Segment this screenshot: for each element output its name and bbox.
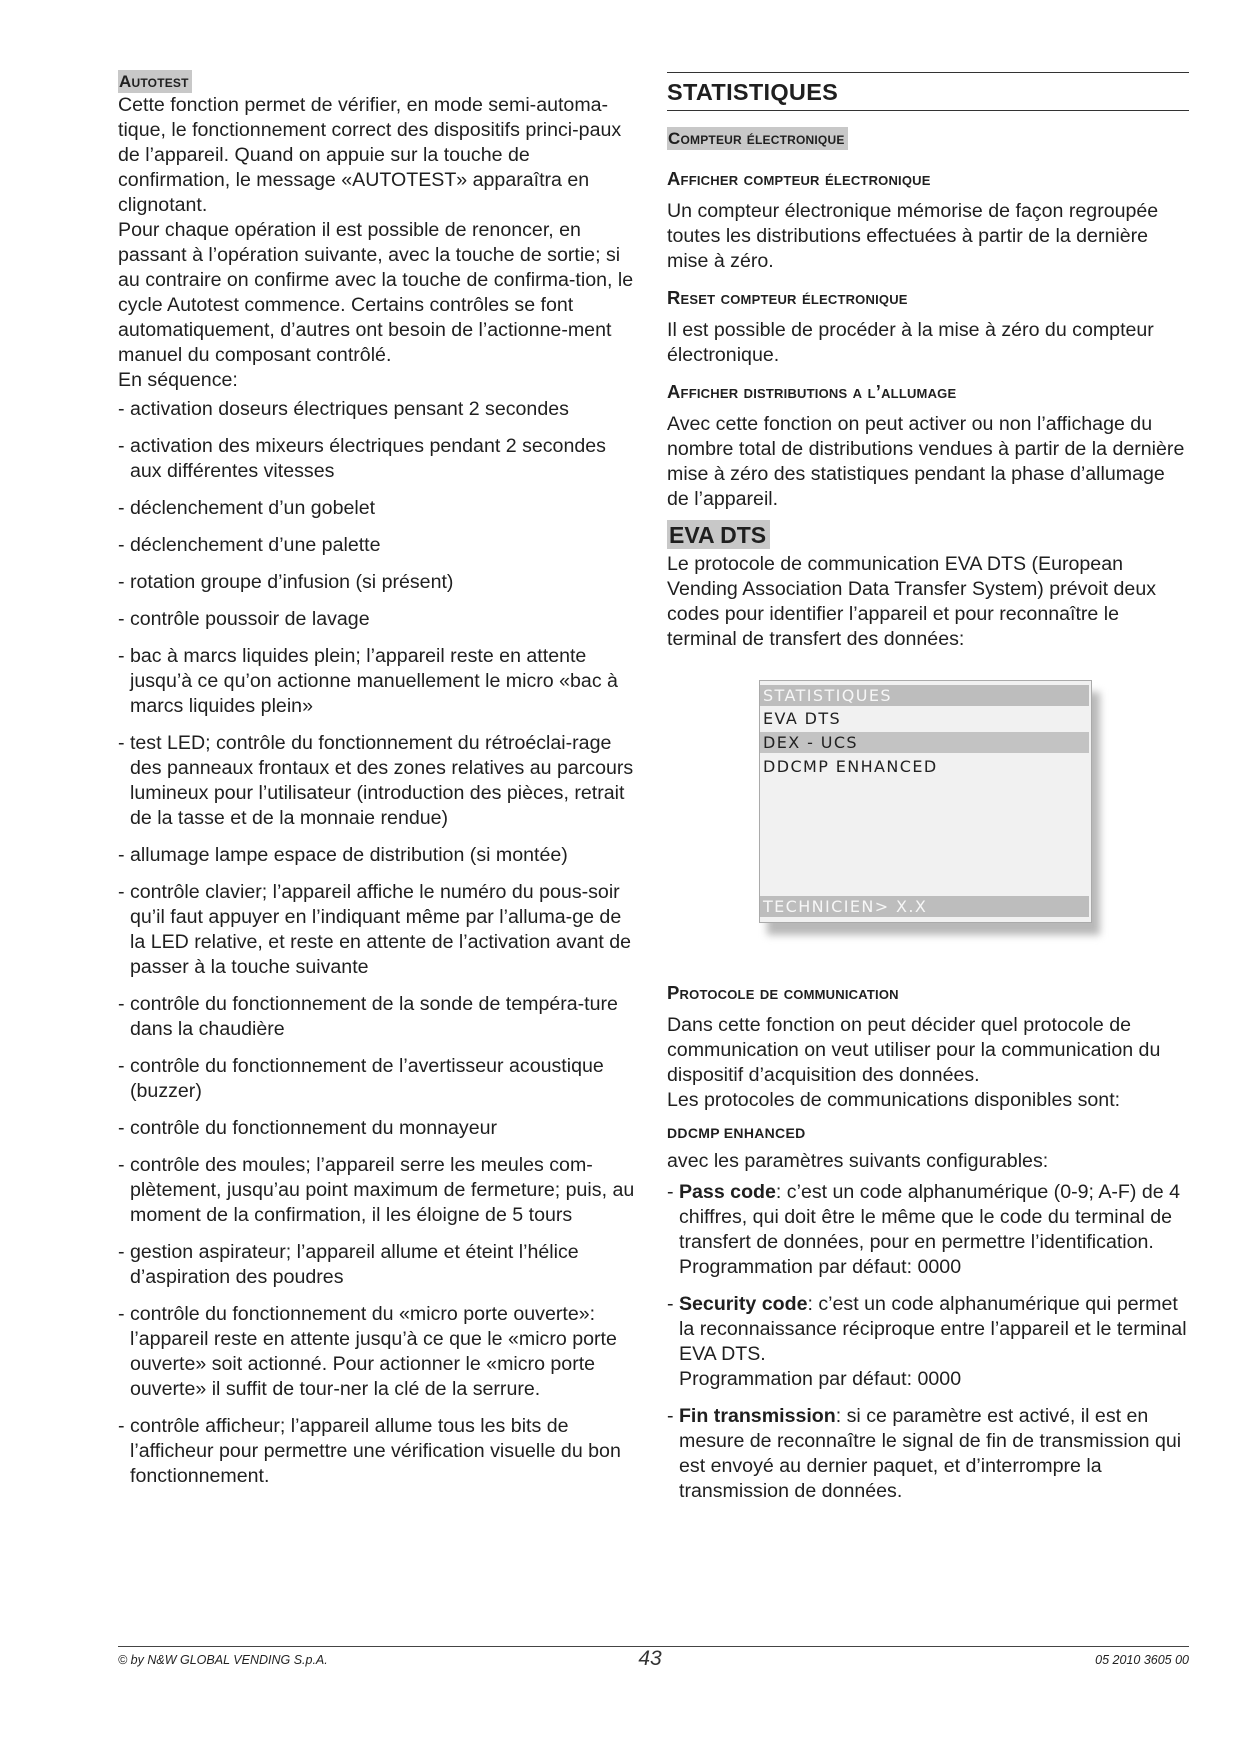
list-item: - rotation groupe d’infusion (si présent) [118,571,454,593]
params-intro: avec les paramètres suivants configurables: [667,1150,1049,1172]
list-item: - activation doseurs électriques pensant 2 secondes [118,398,569,420]
protocole-heading: Protocole de communication [667,982,899,1003]
param-term: Security code [678,1293,808,1315]
reset-heading: Reset compteur électronique [667,287,908,308]
autotest-heading: Autotest [118,70,192,93]
list-item: - contrôle clavier; l’appareil affiche le numéro du pous-soir qu’il faut appuyer en l’indiquant même par l’alluma-ge de la LED relative, et reste en attente de l’activation avant de passer à la touche suivante [118,881,632,978]
statistiques-title: STATISTIQUES [667,72,1189,111]
lcd-line-technicien: TECHNICIEN> X.X [760,896,1089,917]
autotest-list [118,397,638,1489]
list-item: - gestion aspirateur; l’appareil allume et éteint l’hélice d’aspiration des poudres [118,1241,579,1288]
ddcmp-heading: DDCMP ENHANCED [667,1125,806,1141]
footer-doc-code: 05 2010 3605 00 [1095,1653,1189,1667]
protocole-text2: Les protocoles de communications disponibles sont: [667,1089,1121,1111]
param-item: - Security code: c’est un code alphanumérique qui permet la reconnaissance réciproque entre l’appareil et le terminal EVA DTS. Programmation par défaut: 0000 [667,1293,1187,1390]
param-text: : c’est un code alphanumérique qui permet la reconnaissance réciproque entre l’appareil et le terminal EVA DTS. [679,1293,1187,1365]
param-item: - Fin transmission: si ce paramètre est activé, il est en mesure de reconnaître le signal de fin de transmission qui est envoyé au dernier paquet, et d’interrompre la transmission de données. [667,1405,1182,1502]
right-column [667,70,1189,1516]
eva-text: Le protocole de communication EVA DTS (European Vending Association Data Transfer System) prévoit deux codes pour identifier l’appareil et pour reconnaître le terminal de transfert des données: [667,553,1157,650]
list-item: - contrôle poussoir de lavage [118,608,370,630]
list-item: - test LED; contrôle du fonctionnement du rétroéclai-rage des panneaux frontaux et des zones relatives au parcours lumineux pour l’utilisateur (introduction des pièces, retrait de la tasse et de la monnaie rendue) [118,732,634,829]
list-item: - déclenchement d’une palette [118,534,381,556]
params-list [667,1180,1189,1504]
afficher-heading: Afficher compteur électronique [667,168,931,189]
eva-dts-title: EVA DTS [667,520,770,549]
reset-text: Il est possible de procéder à la mise à zéro du compteur électronique. [667,319,1154,366]
list-item: - activation des mixeurs électriques pendant 2 secondes aux différentes vitesses [118,435,606,482]
lcd-line-eva: EVA DTS [763,709,842,728]
list-item: - contrôle du fonctionnement du «micro porte ouverte»: l’appareil reste en attente jusqu’à ce que le «micro porte ouverte» soit actionné. Pour actionner le «micro porte ouverte» il suffit de tour-ner la clé de la serrure. [118,1303,617,1400]
param-default: Programmation par défaut: 0000 [679,1368,962,1390]
distrib-text: Avec cette fonction on peut activer ou non l’affichage du nombre total de distributions vendues à partir de la dernière mise à zéro des statistiques pendant la phase d’allumage de l’appareil. [667,413,1185,510]
list-item: - contrôle du fonctionnement de la sonde de tempéra-ture dans la chaudière [118,993,618,1040]
lcd-display [759,680,1092,923]
autotest-intro: Cette fonction permet de vérifier, en mode semi-automa-tique, le fonctionnement correct des dispositifs princi-paux de l’appareil. Quand on appuie sur la touche de confirmation, le message «AUTOTEST» apparaîtra en clignotant. [118,94,622,216]
list-item: - contrôle des moules; l’appareil serre les meules com-plètement, jusqu’au point maximum de fermeture; puis, au moment de la confirmation, il les éloigne de 5 tours [118,1154,635,1226]
left-column [118,70,638,1501]
sequence-label: En séquence: [118,369,238,391]
list-item: - contrôle afficheur; l’appareil allume tous les bits de l’afficheur pour permettre une vérification visuelle du bon fonctionnement. [118,1415,621,1487]
protocole-text1: Dans cette fonction on peut décider quel protocole de communication on veut utiliser pour la communication du dispositif d’acquisition des données. [667,1014,1161,1086]
afficher-text: Un compteur électronique mémorise de façon regroupée toutes les distributions effectuées à partir de la dernière mise à zéro. [667,200,1159,272]
list-item: - bac à marcs liquides plein; l’appareil reste en attente jusqu’à ce qu’on actionne manuellement le micro «bac à marcs liquides plein» [118,645,618,717]
lcd-line-ddcmp: DDCMP ENHANCED [763,757,938,776]
param-default: Programmation par défaut: 0000 [679,1256,962,1278]
lcd-screen [759,680,1092,923]
param-item: - Pass code: c’est un code alphanumérique (0-9; A-F) de 4 chiffres, qui doit être le même que le code du terminal de transfert de données, pour en permettre l’identification. Programmation par défaut: 0000 [667,1181,1180,1278]
list-item: - contrôle du fonctionnement du monnayeur [118,1117,498,1139]
list-item: - allumage lampe espace de distribution (si montée) [118,844,568,866]
compteur-heading: Compteur électronique [667,127,848,150]
param-term: Fin transmission [678,1405,836,1427]
param-term: Pass code [678,1181,776,1203]
lcd-line-title: STATISTIQUES [760,685,1089,706]
list-item: - contrôle du fonctionnement de l’avertisseur acoustique (buzzer) [118,1055,604,1102]
distrib-heading: Afficher distributions a l’allumage [667,381,957,402]
autotest-para2: Pour chaque opération il est possible de renoncer, en passant à l’opération suivante, avec la touche de sortie; si au contraire on confirme avec la touche de confirma-tion, le cycle Autotest commence. Certains contrôles se font automatiquement, d’autres ont besoin de l’actionne-ment manuel du composant contrôlé. [118,219,634,366]
footer-copyright: © by N&W GLOBAL VENDING S.p.A. [118,1653,328,1667]
page-number: 43 [638,1647,662,1670]
param-text: : si ce paramètre est activé, il est en mesure de reconnaître le signal de fin de transmission qui est envoyé au dernier paquet, et d’interrompre la transmission de données. [679,1405,1182,1502]
param-text: : c’est un code alphanumérique (0-9; A-F) de 4 chiffres, qui doit être le même que le code du terminal de transfert de données, pour en permettre l’identification. [679,1181,1180,1253]
lcd-line-dex: DEX - UCS [760,732,1089,753]
list-item: - déclenchement d’un gobelet [118,497,376,519]
